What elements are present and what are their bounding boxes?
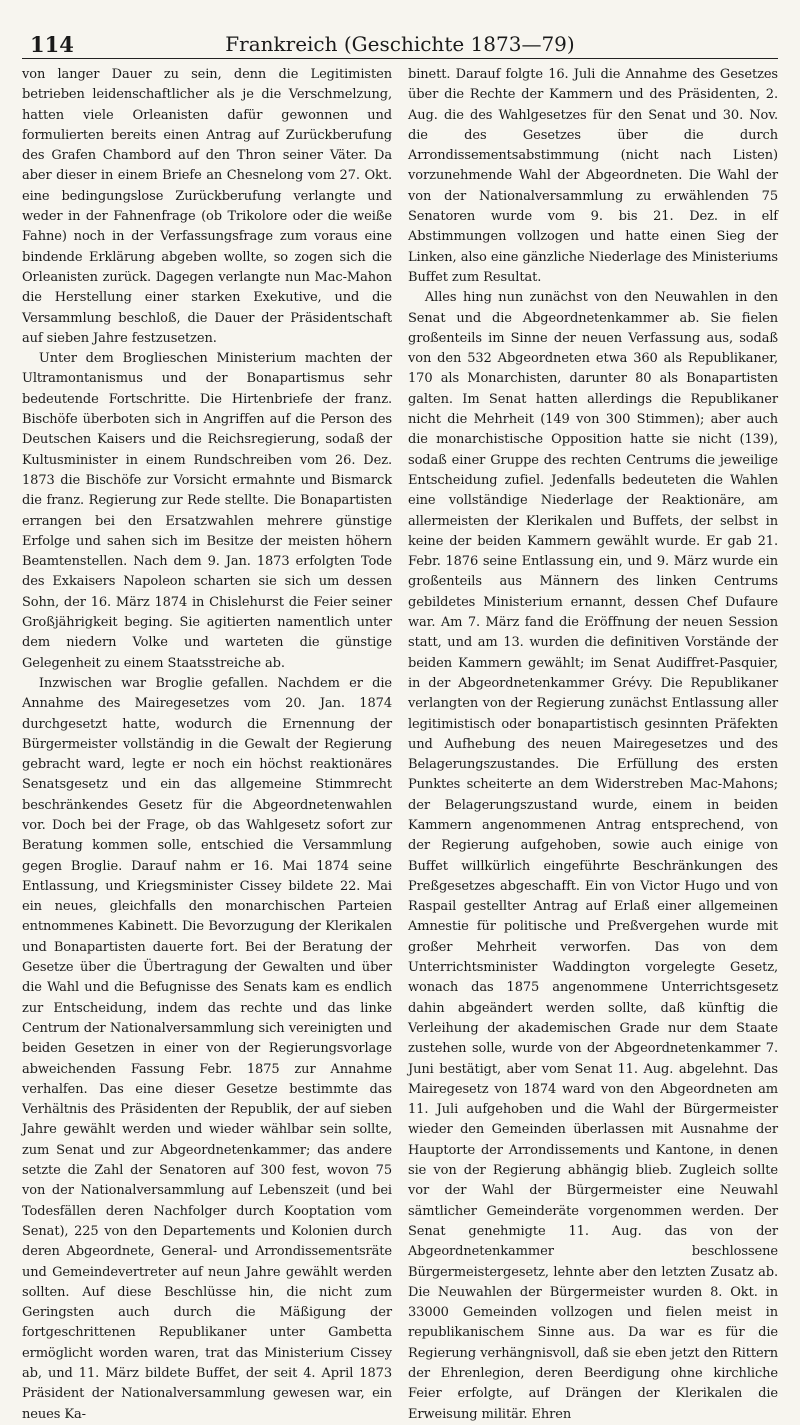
left-column	[22, 65, 392, 1425]
paragraph: Inzwischen war Broglie gefallen. Nachdem er die Annahme des Mairegesetzes vom 20. Jan. 1874 durchgesetzt hatte, wodurch die Ernennung der Bürgermeister vollständig in die Gewalt der Regierung gebracht ward, legte er noch ein höchst reaktionäres Senatsgesetz und ein das allgemeine Stimmrecht beschränkendes Gesetz für die Abgeordnetenwahlen vor. Doch bei der Frage, ob das Wahlgesetz sofort zur Beratung kommen solle, entschied die Versammlung gegen Broglie. Darauf nahm er 16. Mai 1874 seine Entlassung, und Kriegsminister Cissey bildete 22. Mai ein neues, gleichfalls den monarchischen Parteien entnommenes Kabinett. Die Bevorzugung der Klerikalen und Bonapartisten dauerte fort. Bei der Beratung der Gesetze über die Übertragung der Gewalten und über die Wahl und die Befugnisse des Senats kam es endlich zur Entscheidung, indem das rechte und das linke Centrum der Nationalversammlung sich vereinigten und beiden Gesetzen in einer von der Regierungsvorlage abweichenden Fassung Febr. 1875 zur Annahme verhalfen. Das eine dieser Gesetze bestimmte das Verhältnis des Präsidenten der Republik, der auf sieben Jahre gewählt werden und wieder wählbar sein sollte, zum Senat und zur Abgeordnetenkammer; das andere setzte die Zahl der Senatoren auf 300 fest, wovon 75 von der Nationalversammlung auf Lebenszeit (und bei Todesfällen deren Nachfolger durch Kooptation vom Senat), 225 von den Departements und Kolonien durch deren Abgeordnete, General- und Arrondissementsräte und Gemeindevertreter auf neun Jahre gewählt werden sollten. Auf diese Beschlüsse hin, die nicht zum Geringsten auch durch die Mäßigung der fortgeschrittenen Republikaner unter Gambetta ermöglicht worden waren, trat das Ministerium Cissey ab, und 11. März bildete Buffet, der seit 4. April 1873 Präsident der Nationalversammlung gewesen war, ein neues Ka-	[22, 675, 392, 1422]
page-number: 114	[30, 32, 74, 57]
paragraph: Unter dem Broglieschen Ministerium machten der Ultramontanismus und der Bonapartismus sehr bedeutende Fortschritte. Die Hirtenbriefe der franz. Bischöfe überboten sich in Angriffen auf die Person des Deutschen Kaisers und die Reichsregierung, sodaß der Kultusminister in einem Rundschreiben vom 26. Dez. 1873 die Bischöfe zur Vorsicht ermahnte und Bismarck die franz. Regierung zur Rede stellte. Die Bonapartisten errangen bei den Ersatzwahlen mehrere günstige Erfolge und sahen sich im Besitze der meisten höhern Beamtenstellen. Nach dem 9. Jan. 1873 erfolgten Tode des Exkaisers Napoleon scharten sie sich um dessen Sohn, der 16. März 1874 in Chislehurst die Feier seiner Großjährigkeit beging. Sie agitierten namentlich unter dem niedern Volke und warteten die günstige Gelegenheit zu einem Staatsstreiche ab.	[22, 351, 392, 671]
paragraph: Alles hing nun zunächst von den Neuwahlen in den Senat und die Abgeordnetenkammer ab. Sie fielen großenteils im Sinne der neuen Verfassung aus, sodaß von den 532 Abgeordneten etwa 360 als Republikaner, 170 als Monarchisten, darunter 80 als Bonapartisten galten. Im Senat hatten allerdings die Republikaner nicht die Mehrheit (149 von 300 Stimmen); aber auch die monarchistische Opposition hatte sie nicht (139), sodaß einer Gruppe des rechten Centrums die jeweilige Entscheidung zufiel. Jedenfalls bedeuteten die Wahlen eine vollständige Niederlage der Reaktionäre, am allermeisten der Klerikalen und Buffets, der selbst in keine der beiden Kammern gewählt wurde. Er gab 21. Febr. 1876 seine Entlassung ein, und 9. März wurde ein großenteils aus Männern des linken Centrums gebildetes Ministerium ernannt, dessen Chef Dufaure war. Am 7. März fand die Eröffnung der neuen Session statt, und am 13. wurden die definitiven Vorstände der beiden Kammern gewählt; im Senat Audiffret-Pasquier, in der Abgeordnetenkammer Grévy. Die Republikaner verlangten von der Regierung zunächst Entlassung aller legitimistisch oder bonapartistisch gesinnten Präfekten und Aufhebung des neuen Mairegesetzes und des Belagerungszustandes. Die Erfüllung des ersten Punktes scheiterte an dem Widerstreben Mac-Mahons; der Belagerungszustand wurde, einem in beiden Kammern angenommenen Antrag entsprechend, von der Regierung aufgehoben, sowie auch einige von Buffet willkürlich eingeführte Beschränkungen des Preßgesetzes abgeschafft. Ein von Victor Hugo und von Raspail gestellter Antrag auf Erlaß einer allgemeinen Amnestie für politische und Preßvergehen wurde mit großer Mehrheit verworfen. Das von dem Unterrichtsminister Waddington vorgelegte Gesetz, wonach das 1875 angenommene Unterrichtsgesetz dahin abgeändert werden sollte, daß künftig die Verleihung der akademischen Grade nur dem Staate zustehen solle, wurde von der Abgeordnetenkammer 7. Juni bestätigt, aber vom Senat 11. Aug. abgelehnt. Das Mairegesetz von 1874 ward von den Abgeordneten am 11. Juli aufgehoben und die Wahl der Bürgermeister wieder den Gemeinden überlassen mit Ausnahme der Hauptorte der Arrondissements und Kantone, in denen sie von der Regierung abhängig blieb. Zugleich sollte vor der Wahl der Bürgermeister eine Neuwahl sämtlicher Gemeinderäte vorgenommen werden. Der Senat genehmigte 11. Aug. das von der Abgeordnetenkammer beschlossene Bürgermeistergesetz, lehnte aber den letzten Zusatz ab. Die Neuwahlen der Bürgermeister wurden 8. Okt. in 33000 Gemeinden vollzogen und fielen meist in republikanischem Sinne aus. Da war es für die Regierung verhängnisvoll, daß sie eben jetzt den Rittern der Ehrenlegion, deren Beerdigung ohne kirchliche Feier erfolgte, auf Drängen der Klerikalen die Erweisung militär. Ehren	[408, 290, 778, 1422]
page-header	[22, 30, 778, 59]
text-columns	[22, 65, 778, 1425]
right-column	[408, 65, 778, 1425]
paragraph: binett. Darauf folgte 16. Juli die Annahme des Gesetzes über die Rechte der Kammern und des Präsidenten, 2. Aug. die des Wahlgesetzes für den Senat und 30. Nov. die des Gesetzes über die durch Arrondissementsabstimmung (nicht nach Listen) vorzunehmende Wahl der Abgeordneten. Die Wahl der von der Nationalversammlung zu erwählenden 75 Senatoren wurde vom 9. bis 21. Dez. in elf Abstimmungen vollzogen und hatte einen Sieg der Linken, also eine gänzliche Niederlage des Ministeriums Buffet zum Resultat.	[408, 67, 778, 285]
running-title: Frankreich (Geschichte 1873—79)	[225, 32, 575, 56]
paragraph: von langer Dauer zu sein, denn die Legitimisten betrieben leidenschaftlicher als je die Verschmelzung, hatten viele Orleanisten dafür gewonnen und formulierten bereits einen Antrag auf Zurückberufung des Grafen Chambord auf den Thron seiner Väter. Da aber dieser in einem Briefe an Chesnelong vom 27. Okt. eine bedingungslose Zurückberufung verlangte und weder in der Fahnenfrage (ob Trikolore oder die weiße Fahne) noch in der Verfassungsfrage zum voraus eine bindende Erklärung abgeben wollte, so zogen sich die Orleanisten zurück. Dagegen verlangte nun Mac-Mahon die Herstellung einer starken Exekutive, und die Versammlung beschloß, die Dauer der Präsidentschaft auf sieben Jahre festzusetzen.	[22, 67, 392, 346]
